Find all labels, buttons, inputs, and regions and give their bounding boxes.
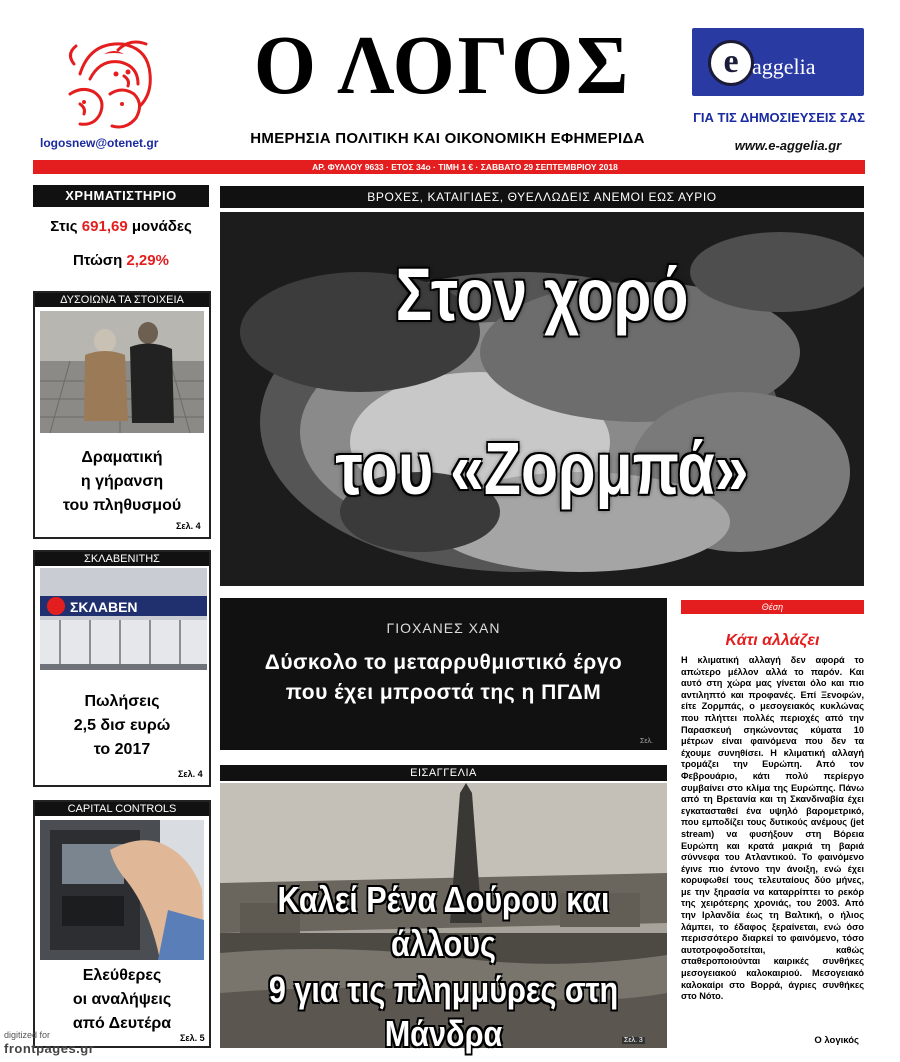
story-line: 2,5 δισ ευρώ bbox=[73, 717, 171, 734]
story-line: οι αναλήψεις bbox=[72, 991, 172, 1008]
opinion-header: Θέση bbox=[681, 600, 864, 614]
story-text-capital-controls bbox=[35, 964, 209, 1036]
page-ref-capital-controls: Σελ. 5 bbox=[180, 1033, 205, 1043]
lead-kicker: ΒΡΟΧΕΣ, ΚΑΤΑΙΓΙΔΕΣ, ΘΥΕΛΛΩΔΕΙΣ ΑΝΕΜΟΙ ΕΩΣ ΑΥΡΙΟ bbox=[220, 186, 864, 208]
prosecutor-kicker: ΕΙΣΑΓΓΕΛΙΑ bbox=[220, 765, 667, 781]
story-line: Ελεύθερες bbox=[82, 967, 162, 984]
story-text-aging bbox=[35, 446, 209, 518]
watermark-line2: frontpages.gr bbox=[4, 1041, 95, 1056]
story-text-sklavenitis bbox=[35, 690, 209, 762]
lead-headline-line1[interactable]: Στον χορό bbox=[395, 253, 689, 336]
opinion-signature: Ο λογικός bbox=[814, 1035, 859, 1046]
ad-url[interactable]: www.e-aggelia.gr bbox=[734, 138, 842, 153]
page-ref-aging: Σελ. 4 bbox=[176, 521, 201, 531]
stock-line2-prefix: Πτώση bbox=[73, 252, 123, 269]
stock-header: ΧΡΗΜΑΤΙΣΤΗΡΙΟ bbox=[33, 185, 209, 207]
story-header-capital-controls: CAPITAL CONTROLS bbox=[35, 802, 209, 816]
issue-info: ΑΡ. ΦΥΛΛΟΥ 9633 · ΕΤΟΣ 34ο · ΤΙΜΗ 1 € · ΣΑΒΒΑΤΟ 29 ΣΕΠΤΕΜΒΡΙΟΥ 2018 bbox=[312, 162, 618, 172]
stock-change-line bbox=[33, 252, 209, 269]
pgdm-headline-line1: Δύσκολο το μεταρρυθμιστικό έργο bbox=[264, 651, 623, 674]
newspaper-subtitle: ΗΜΕΡΗΣΙΑ ΠΟΛΙΤΙΚΗ ΚΑΙ ΟΙΚΟΝΟΜΙΚΗ ΕΦΗΜΕΡΙΔΑ bbox=[250, 130, 645, 147]
e-aggelia-logo-icon: e bbox=[708, 40, 754, 86]
ad-logo-word: aggelia bbox=[752, 54, 816, 79]
stock-change-value: 2,29% bbox=[126, 252, 169, 269]
story-line: το 2017 bbox=[93, 741, 151, 758]
story-line: Δραματική bbox=[81, 449, 163, 466]
story-header-sklavenitis: ΣΚΛΑΒΕΝΙΤΗΣ bbox=[35, 552, 209, 566]
stock-line1-prefix: Στις bbox=[50, 218, 78, 235]
opinion-body: Η κλιματική αλλαγή δεν αφορά το απώτερο μέλλον αλλά το παρόν. Και αυτό στη χώρα μας γίνεται όλο και πιο αντιληπτό και προφανές. Επί Ξενοφών, είτε Ζορμπάς, ο μεσογειακός κυκλώνας που πλήττει πολλές περιοχές από την Παρασκευή σηκώνοντας κύματα 10 μέτρων είναι φαινόμενα που δεν τα έχουμε συνηθίσει. Η κλιματική αλλαγή τρομάζει την Ευρώπη. Από τον Φεβρουάριο, κάτι πολύ περίεργο συμβαίνει στο κλίμα της Ευρώπης. Πάνω από τη Βρετανία και τη Σκανδιναβία έχει εγκατασταθεί ένα υψηλό βαρομετρικό, που εμποδίζει τους δυτικούς ανέμους (jet stream) να φυσήξουν στη Βόρεια Ευρώπη και κρατά μακριά τη βαριά σύννεφα του Ατλαντικού. Το φαινόμενο έγινε πιο έντονο την άνοιξη, ενώ έχει κορυφωθεί τους τελευταίους δύο μήνες, με την ξηρασία να καταρρίπτει το ρεκόρ της χειρότερης χρονιάς, του 2003. Από την Ιρλανδία έως τη Βαλτική, ο ήλιος λάμπει, το έδαφος ξεραίνεται, ενώ όσο περισσότερο διαρκεί το φαινόμενο, τόσο αυτοτροφοδοτείται, καθώς σταθεροποιούνται καιρικές συνθήκες μεσογειακού καλοκαιριού. Μεσογειακό καλοκαίρι στο Βορρά, άγριες συνθήκες στο Νότο. bbox=[681, 655, 864, 1002]
story-line: από Δευτέρα bbox=[72, 1015, 172, 1032]
stock-index-value: 691,69 bbox=[81, 218, 128, 235]
page-ref-sklavenitis: Σελ. 4 bbox=[178, 769, 203, 779]
opinion-title[interactable]: Κάτι αλλάζει bbox=[725, 632, 820, 649]
stock-line1-suffix: μονάδες bbox=[131, 218, 192, 235]
story-line: η γήρανση bbox=[80, 473, 164, 490]
watermark-line1: digitized for bbox=[4, 1030, 51, 1040]
pgdm-headline[interactable] bbox=[222, 648, 665, 708]
pgdm-page-ref: Σελ. bbox=[640, 738, 653, 745]
story-line: Πωλήσεις bbox=[84, 693, 160, 710]
ad-tagline: ΓΙΑ ΤΙΣ ΔΗΜΟΣΙΕΥΣΕΙΣ ΣΑΣ bbox=[693, 110, 865, 125]
lead-headline-line2[interactable]: του «Ζορμπά» bbox=[335, 427, 749, 510]
prosecutor-headline-line2[interactable]: 9 για τις πλημμύρες στη Μάνδρα bbox=[268, 969, 619, 1054]
story-line: του πληθυσμού bbox=[62, 497, 182, 514]
pgdm-kicker: ΓΙΟΧΑΝΕΣ ΧΑΝ bbox=[386, 620, 501, 636]
pgdm-headline-line2: που έχει μπροστά της η ΠΓΔΜ bbox=[285, 681, 602, 704]
story-header-aging: ΔΥΣΟΙΩΝΑ ΤΑ ΣΤΟΙΧΕΙΑ bbox=[35, 293, 209, 307]
prosecutor-page-ref: Σελ. 3 bbox=[624, 1037, 643, 1044]
store-sign-text: ΣΚΛΑΒΕΝ bbox=[70, 599, 138, 615]
supermarket-photo bbox=[40, 568, 207, 670]
masthead-email[interactable]: logosnew@otenet.gr bbox=[40, 136, 159, 150]
atm-photo bbox=[40, 820, 204, 960]
newspaper-title: Ο ΛΟΓΟΣ bbox=[253, 19, 632, 112]
prosecutor-headline-line1[interactable]: Καλεί Ρένα Δούρου και άλλους bbox=[277, 879, 610, 964]
stock-index-line bbox=[33, 218, 209, 235]
elderly-couple-photo bbox=[40, 311, 204, 433]
logo-faces-illustration bbox=[60, 34, 170, 134]
